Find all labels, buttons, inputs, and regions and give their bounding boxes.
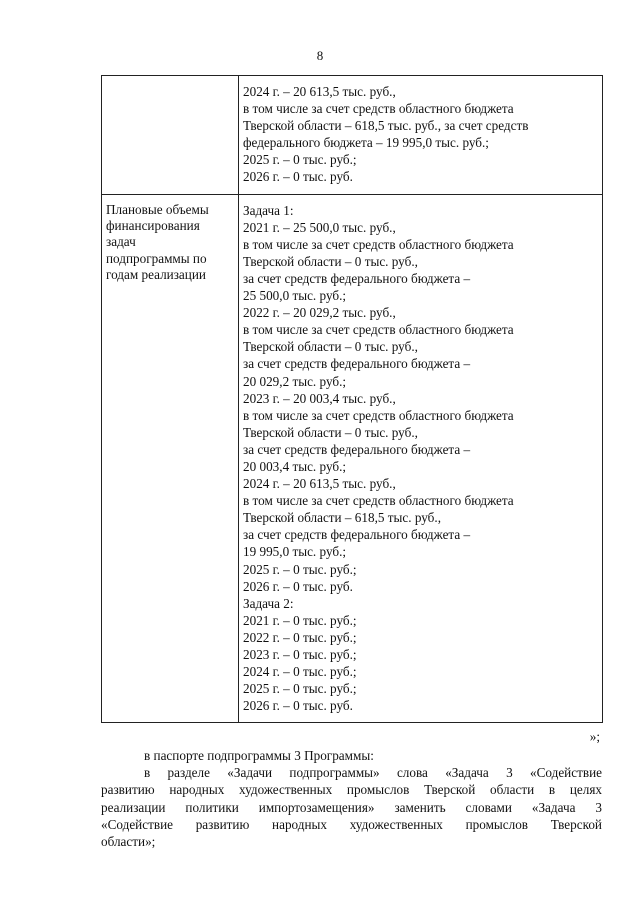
text-line: в том числе за счет средств областного бюджета	[243, 407, 514, 423]
table-row	[102, 76, 603, 195]
text-line: Задача 1:	[243, 202, 294, 218]
text-line: за счет средств федерального бюджета –	[243, 270, 471, 286]
text-line: 2025 г. – 0 тыс. руб.;	[243, 681, 357, 697]
text-line: 2026 г. – 0 тыс. руб.	[243, 578, 353, 594]
text-line: за счет средств федерального бюджета –	[243, 441, 471, 457]
table-cell-label	[102, 194, 239, 723]
closing-quote-mark: »;	[589, 729, 600, 744]
text-line: 2025 г. – 0 тыс. руб.;	[243, 152, 357, 168]
table-row	[102, 194, 603, 723]
text-line: 2021 г. – 0 тыс. руб.;	[243, 612, 357, 628]
text-line: 2024 г. – 0 тыс. руб.;	[243, 664, 357, 680]
text-line: Тверской области – 618,5 тыс. руб.,	[243, 510, 441, 526]
table-cell-funding-continuation	[239, 76, 603, 195]
text-line: 2021 г. – 25 500,0 тыс. руб.,	[243, 219, 396, 235]
paragraph-line: реализации политики импортозамещения» заменить словами «Задача 3	[101, 799, 602, 815]
text-line: в том числе за счет средств областного бюджета	[243, 493, 514, 509]
text-line: в том числе за счет средств областного бюджета	[243, 236, 514, 252]
label-line: задач	[106, 234, 136, 250]
text-line: 2022 г. – 20 029,2 тыс. руб.,	[243, 305, 396, 321]
text-line: 2022 г. – 0 тыс. руб.;	[243, 629, 357, 645]
label-line: финансирования	[106, 217, 200, 233]
text-line: 25 500,0 тыс. руб.;	[243, 288, 347, 304]
text-line: 2023 г. – 0 тыс. руб.;	[243, 647, 357, 662]
text-line: за счет средств федерального бюджета –	[243, 356, 471, 372]
text-line: 20 003,4 тыс. руб.;	[243, 458, 347, 474]
text-line: федерального бюджета – 19 995,0 тыс. руб.;	[243, 135, 489, 151]
text-line: 2025 г. – 0 тыс. руб.;	[243, 561, 357, 577]
text-line: Тверской области – 618,5 тыс. руб., за счет средств	[243, 118, 529, 134]
text-line: 2023 г. – 20 003,4 тыс. руб.,	[243, 390, 396, 406]
page-number: 8	[316, 48, 324, 63]
text-line: Тверской области – 0 тыс. руб.,	[243, 339, 418, 355]
text-line: 2026 г. – 0 тыс. руб.	[243, 698, 353, 714]
text-line: за счет средств федерального бюджета –	[243, 527, 471, 543]
label-line: подпрограммы по	[106, 250, 207, 266]
paragraph	[101, 764, 602, 850]
text-line: Задача 2:	[243, 595, 294, 611]
text-line: 2024 г. – 20 613,5 тыс. руб.,	[243, 476, 396, 492]
table-cell-funding-by-year	[239, 194, 603, 723]
passport-table	[101, 75, 603, 723]
text-line: 2024 г. – 20 613,5 тыс. руб.,	[243, 84, 396, 99]
text-line: 20 029,2 тыс. руб.;	[243, 373, 347, 389]
amendment-text	[101, 747, 602, 850]
label-line: Плановые объемы	[106, 201, 209, 217]
text-line: Тверской области – 0 тыс. руб.,	[243, 253, 418, 269]
text-line: в том числе за счет средств областного бюджета	[243, 322, 514, 338]
label-line: годам реализации	[106, 267, 206, 283]
paragraph-line: развитию народных художественных промыслов Тверской области в целях	[101, 782, 602, 798]
paragraph-line: области»;	[101, 834, 156, 850]
text-line: 19 995,0 тыс. руб.;	[243, 544, 347, 560]
paragraph-line: в разделе «Задачи подпрограммы» слова «Задача 3 «Содействие	[144, 765, 602, 781]
text-line: в том числе за счет средств областного бюджета	[243, 101, 514, 117]
text-line: Тверской области – 0 тыс. руб.,	[243, 424, 418, 440]
paragraph: в паспорте подпрограммы 3 Программы:	[144, 748, 374, 763]
table-cell-empty	[102, 76, 239, 195]
text-line: 2026 г. – 0 тыс. руб.	[243, 169, 353, 185]
paragraph-line: «Содействие развитию народных художественных промыслов Тверской	[101, 816, 602, 832]
